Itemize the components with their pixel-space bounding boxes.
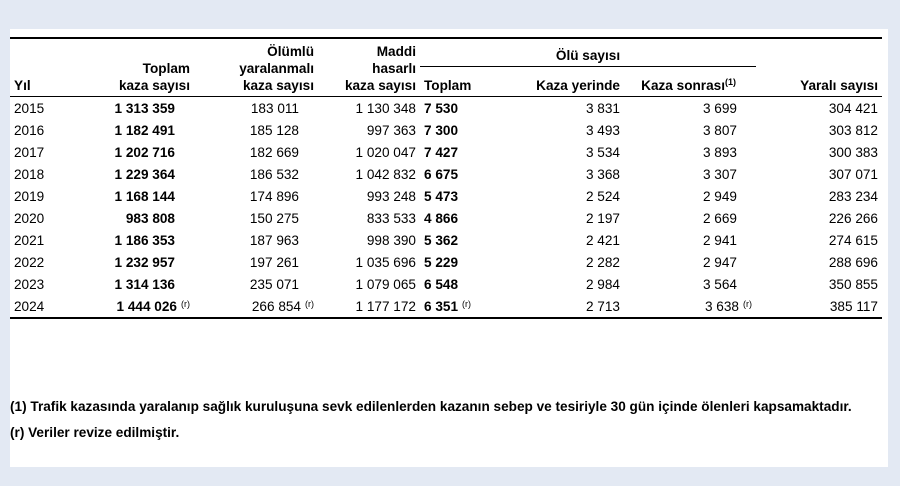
table-row — [10, 141, 882, 163]
cell-material-damage — [318, 295, 420, 318]
cell-fatal-injury — [194, 141, 318, 163]
cell-material-damage-value: 998 390 — [366, 232, 416, 248]
cell-deaths-after-value: 3 699 — [702, 100, 737, 116]
cell-fatal-injury-value: 266 854 — [251, 298, 301, 314]
footnote-revised: (r) Veriler revize edilmiştir. — [10, 425, 180, 440]
cell-total-accidents-value: 1 314 136 — [114, 276, 175, 292]
cell-year — [10, 163, 66, 185]
cell-total-accidents-value: 983 808 — [125, 210, 175, 226]
cell-total-accidents-value: 1 168 144 — [114, 188, 175, 204]
cell-material-damage-value: 993 248 — [366, 188, 416, 204]
cell-deaths-after-value: 3 893 — [702, 144, 737, 160]
col-injured-header — [756, 38, 882, 97]
cell-deaths-scene — [516, 119, 624, 141]
cell-deaths-scene-value: 3 534 — [585, 144, 620, 160]
cell-deaths-total-value: 6 548 — [424, 276, 459, 292]
cell-year-value: 2017 — [14, 144, 45, 160]
cell-deaths-total-value: 5 229 — [424, 254, 459, 270]
cell-total-accidents — [66, 97, 194, 120]
col-deaths-total-header — [420, 66, 516, 96]
cell-injured — [756, 229, 882, 251]
cell-injured — [756, 207, 882, 229]
cell-fatal-injury-value: 183 011 — [250, 100, 299, 116]
col-material-damage-label-1: Maddi — [376, 44, 416, 59]
cell-deaths-total — [420, 251, 516, 273]
cell-deaths-after — [624, 273, 756, 295]
cell-deaths-scene-value: 2 197 — [585, 210, 620, 226]
cell-deaths-total — [420, 141, 516, 163]
cell-deaths-after — [624, 97, 756, 120]
table-notes — [10, 397, 882, 442]
cell-deaths-total-value: 7 300 — [424, 122, 459, 138]
cell-total-accidents — [66, 251, 194, 273]
cell-injured-value: 350 855 — [828, 276, 878, 292]
cell-deaths-scene-value: 3 493 — [585, 122, 620, 138]
table-row — [10, 119, 882, 141]
cell-injured — [756, 295, 882, 318]
cell-deaths-scene — [516, 251, 624, 273]
cell-deaths-total — [420, 229, 516, 251]
cell-deaths-after-value: 3 638 — [704, 298, 739, 314]
cell-injured — [756, 273, 882, 295]
cell-injured — [756, 119, 882, 141]
cell-total-accidents-value: 1 186 353 — [114, 232, 175, 248]
cell-material-damage-value: 1 020 047 — [355, 144, 416, 160]
cell-deaths-after-value: 2 947 — [702, 254, 737, 270]
cell-total-accidents — [66, 273, 194, 295]
cell-material-damage-value: 1 042 832 — [355, 166, 416, 182]
col-deaths-after-label: Kaza sonrası — [641, 78, 725, 93]
cell-year-value: 2022 — [14, 254, 45, 270]
cell-deaths-after-value: 3 807 — [702, 122, 737, 138]
cell-year — [10, 295, 66, 318]
cell-material-damage — [318, 251, 420, 273]
cell-fatal-injury — [194, 273, 318, 295]
cell-deaths-total-value: 6 351 — [424, 298, 459, 314]
cell-year — [10, 273, 66, 295]
cell-deaths-scene-value: 2 524 — [585, 188, 620, 204]
cell-fatal-injury — [194, 185, 318, 207]
cell-deaths-total — [420, 163, 516, 185]
cell-material-damage — [318, 97, 420, 120]
cell-deaths-after-value: 2 669 — [702, 210, 737, 226]
table-row — [10, 207, 882, 229]
cell-year-value: 2020 — [14, 210, 45, 226]
col-fatal-injury-label-1: Ölümlü — [267, 44, 314, 59]
cell-injured — [756, 185, 882, 207]
statistics-panel — [10, 29, 888, 467]
cell-year-value: 2019 — [14, 188, 45, 204]
col-deaths-group-label: Ölü sayısı — [555, 47, 621, 63]
cell-year-value: 2021 — [14, 232, 45, 248]
cell-fatal-injury-value: 187 963 — [249, 232, 299, 248]
cell-material-damage-value: 1 130 348 — [355, 100, 416, 116]
cell-material-damage-value: 833 533 — [366, 210, 416, 226]
footnote-ref-1: (1) — [725, 77, 736, 87]
cell-deaths-total-value: 5 362 — [424, 232, 459, 248]
cell-deaths-total — [420, 295, 516, 318]
cell-year — [10, 141, 66, 163]
cell-fatal-injury-value: 182 669 — [249, 144, 299, 160]
revision-mark: (r) — [305, 298, 314, 309]
table-row — [10, 185, 882, 207]
cell-year-value: 2016 — [14, 122, 45, 138]
cell-total-accidents-value: 1 202 716 — [114, 144, 175, 160]
cell-deaths-total — [420, 185, 516, 207]
cell-injured-value: 274 615 — [828, 232, 878, 248]
cell-year-value: 2015 — [14, 100, 45, 116]
cell-total-accidents — [66, 207, 194, 229]
cell-deaths-after — [624, 163, 756, 185]
col-fatal-injury-label-2: yaralanmalı — [239, 61, 314, 76]
col-material-damage-label-3: kaza sayısı — [344, 78, 416, 93]
cell-fatal-injury-value: 185 128 — [249, 122, 299, 138]
cell-deaths-after — [624, 229, 756, 251]
cell-deaths-after-value: 2 949 — [702, 188, 737, 204]
cell-fatal-injury — [194, 251, 318, 273]
cell-deaths-total — [420, 119, 516, 141]
cell-deaths-scene-value: 2 282 — [585, 254, 620, 270]
cell-fatal-injury-value: 235 071 — [249, 276, 299, 292]
cell-deaths-total-value: 7 530 — [424, 100, 459, 116]
cell-deaths-after — [624, 295, 756, 318]
cell-material-damage — [318, 185, 420, 207]
cell-total-accidents — [66, 295, 194, 318]
cell-year-value: 2023 — [14, 276, 45, 292]
cell-deaths-after — [624, 207, 756, 229]
col-deaths-after-header — [624, 66, 756, 96]
col-total-accidents-label-1: Toplam — [142, 61, 190, 76]
cell-material-damage-value: 1 079 065 — [355, 276, 416, 292]
cell-year-value: 2018 — [14, 166, 45, 182]
cell-deaths-after — [624, 119, 756, 141]
cell-injured-value: 288 696 — [828, 254, 878, 270]
cell-material-damage — [318, 119, 420, 141]
cell-year — [10, 251, 66, 273]
footnote-1: (1) Trafik kazasında yaralanıp sağlık kuruluşuna sevk edilenlerden kazanın sebep ve tesiriyle 30 gün içinde ölenleri kapsamaktadır. — [10, 399, 852, 414]
cell-total-accidents-value: 1 444 026 — [116, 298, 177, 314]
cell-deaths-after — [624, 185, 756, 207]
cell-deaths-scene-value: 3 831 — [585, 100, 620, 116]
cell-total-accidents — [66, 163, 194, 185]
cell-deaths-total-value: 7 427 — [424, 144, 459, 160]
cell-total-accidents-value: 1 232 957 — [114, 254, 175, 270]
cell-deaths-total-value: 5 473 — [424, 188, 459, 204]
cell-injured — [756, 97, 882, 120]
cell-total-accidents-value: 1 229 364 — [114, 166, 175, 182]
cell-fatal-injury — [194, 207, 318, 229]
cell-injured-value: 283 234 — [828, 188, 878, 204]
cell-year — [10, 119, 66, 141]
cell-deaths-total — [420, 97, 516, 120]
revision-mark: (r) — [181, 298, 190, 309]
cell-fatal-injury — [194, 119, 318, 141]
cell-injured-value: 385 117 — [829, 298, 878, 314]
cell-deaths-total — [420, 273, 516, 295]
cell-deaths-scene — [516, 97, 624, 120]
cell-deaths-after-value: 2 941 — [702, 232, 737, 248]
cell-material-damage — [318, 229, 420, 251]
cell-year — [10, 229, 66, 251]
cell-fatal-injury — [194, 295, 318, 318]
cell-deaths-after-value: 3 307 — [702, 166, 737, 182]
cell-deaths-scene — [516, 185, 624, 207]
table-row — [10, 273, 882, 295]
cell-fatal-injury — [194, 163, 318, 185]
cell-fatal-injury-value: 150 275 — [249, 210, 299, 226]
cell-injured-value: 303 812 — [828, 122, 878, 138]
cell-injured-value: 307 071 — [828, 166, 878, 182]
cell-year — [10, 185, 66, 207]
cell-material-damage-value: 1 035 696 — [355, 254, 416, 270]
col-total-accidents-header — [66, 38, 194, 97]
cell-deaths-scene — [516, 295, 624, 318]
col-material-damage-header — [318, 38, 420, 97]
traffic-accident-table — [10, 37, 882, 319]
cell-deaths-after — [624, 251, 756, 273]
col-deaths-scene-label: Kaza yerinde — [536, 78, 620, 93]
cell-deaths-scene-value: 3 368 — [585, 166, 620, 182]
cell-fatal-injury-value: 174 896 — [249, 188, 299, 204]
cell-deaths-scene — [516, 273, 624, 295]
cell-deaths-after-value: 3 564 — [702, 276, 737, 292]
cell-injured — [756, 251, 882, 273]
col-year-header — [10, 38, 66, 97]
cell-injured-value: 226 266 — [828, 210, 878, 226]
col-total-accidents-label-2: kaza sayısı — [118, 78, 190, 93]
col-fatal-injury-header — [194, 38, 318, 97]
revision-mark: (r) — [462, 298, 472, 309]
cell-material-damage — [318, 207, 420, 229]
cell-total-accidents — [66, 119, 194, 141]
col-deaths-group-header — [420, 38, 756, 66]
cell-deaths-scene — [516, 141, 624, 163]
cell-fatal-injury-value: 186 532 — [249, 166, 299, 182]
revision-mark: (r) — [743, 298, 752, 309]
cell-fatal-injury — [194, 229, 318, 251]
cell-deaths-scene — [516, 163, 624, 185]
col-deaths-scene-header — [516, 66, 624, 96]
cell-injured-value: 304 421 — [828, 100, 878, 116]
cell-material-damage — [318, 273, 420, 295]
col-material-damage-label-2: hasarlı — [372, 61, 416, 76]
col-deaths-total-label: Toplam — [424, 78, 472, 93]
table-row — [10, 251, 882, 273]
table-row — [10, 163, 882, 185]
cell-deaths-scene-value: 2 984 — [585, 276, 620, 292]
cell-injured — [756, 163, 882, 185]
table-row — [10, 229, 882, 251]
cell-injured — [756, 141, 882, 163]
cell-deaths-scene-value: 2 713 — [585, 298, 620, 314]
cell-fatal-injury-value: 197 261 — [249, 254, 299, 270]
cell-material-damage — [318, 141, 420, 163]
table-row — [10, 97, 882, 120]
col-year-label: Yıl — [14, 78, 31, 93]
table-header — [10, 38, 882, 97]
col-injured-label: Yaralı sayısı — [800, 78, 878, 93]
cell-material-damage — [318, 163, 420, 185]
cell-deaths-total-value: 4 866 — [424, 210, 459, 226]
cell-deaths-scene-value: 2 421 — [585, 232, 620, 248]
cell-total-accidents-value: 1 313 359 — [114, 100, 175, 116]
col-fatal-injury-label-3: kaza sayısı — [242, 78, 314, 93]
table-row — [10, 295, 882, 318]
cell-total-accidents — [66, 229, 194, 251]
table-body — [10, 97, 882, 319]
cell-material-damage-value: 997 363 — [366, 122, 416, 138]
cell-total-accidents — [66, 185, 194, 207]
cell-deaths-scene — [516, 229, 624, 251]
cell-year — [10, 207, 66, 229]
cell-year — [10, 97, 66, 120]
cell-year-value: 2024 — [14, 298, 45, 314]
cell-injured-value: 300 383 — [828, 144, 878, 160]
cell-deaths-total — [420, 207, 516, 229]
cell-deaths-scene — [516, 207, 624, 229]
cell-deaths-after — [624, 141, 756, 163]
cell-total-accidents — [66, 141, 194, 163]
cell-material-damage-value: 1 177 172 — [355, 298, 416, 314]
cell-fatal-injury — [194, 97, 318, 120]
cell-deaths-total-value: 6 675 — [424, 166, 459, 182]
cell-total-accidents-value: 1 182 491 — [114, 122, 175, 138]
